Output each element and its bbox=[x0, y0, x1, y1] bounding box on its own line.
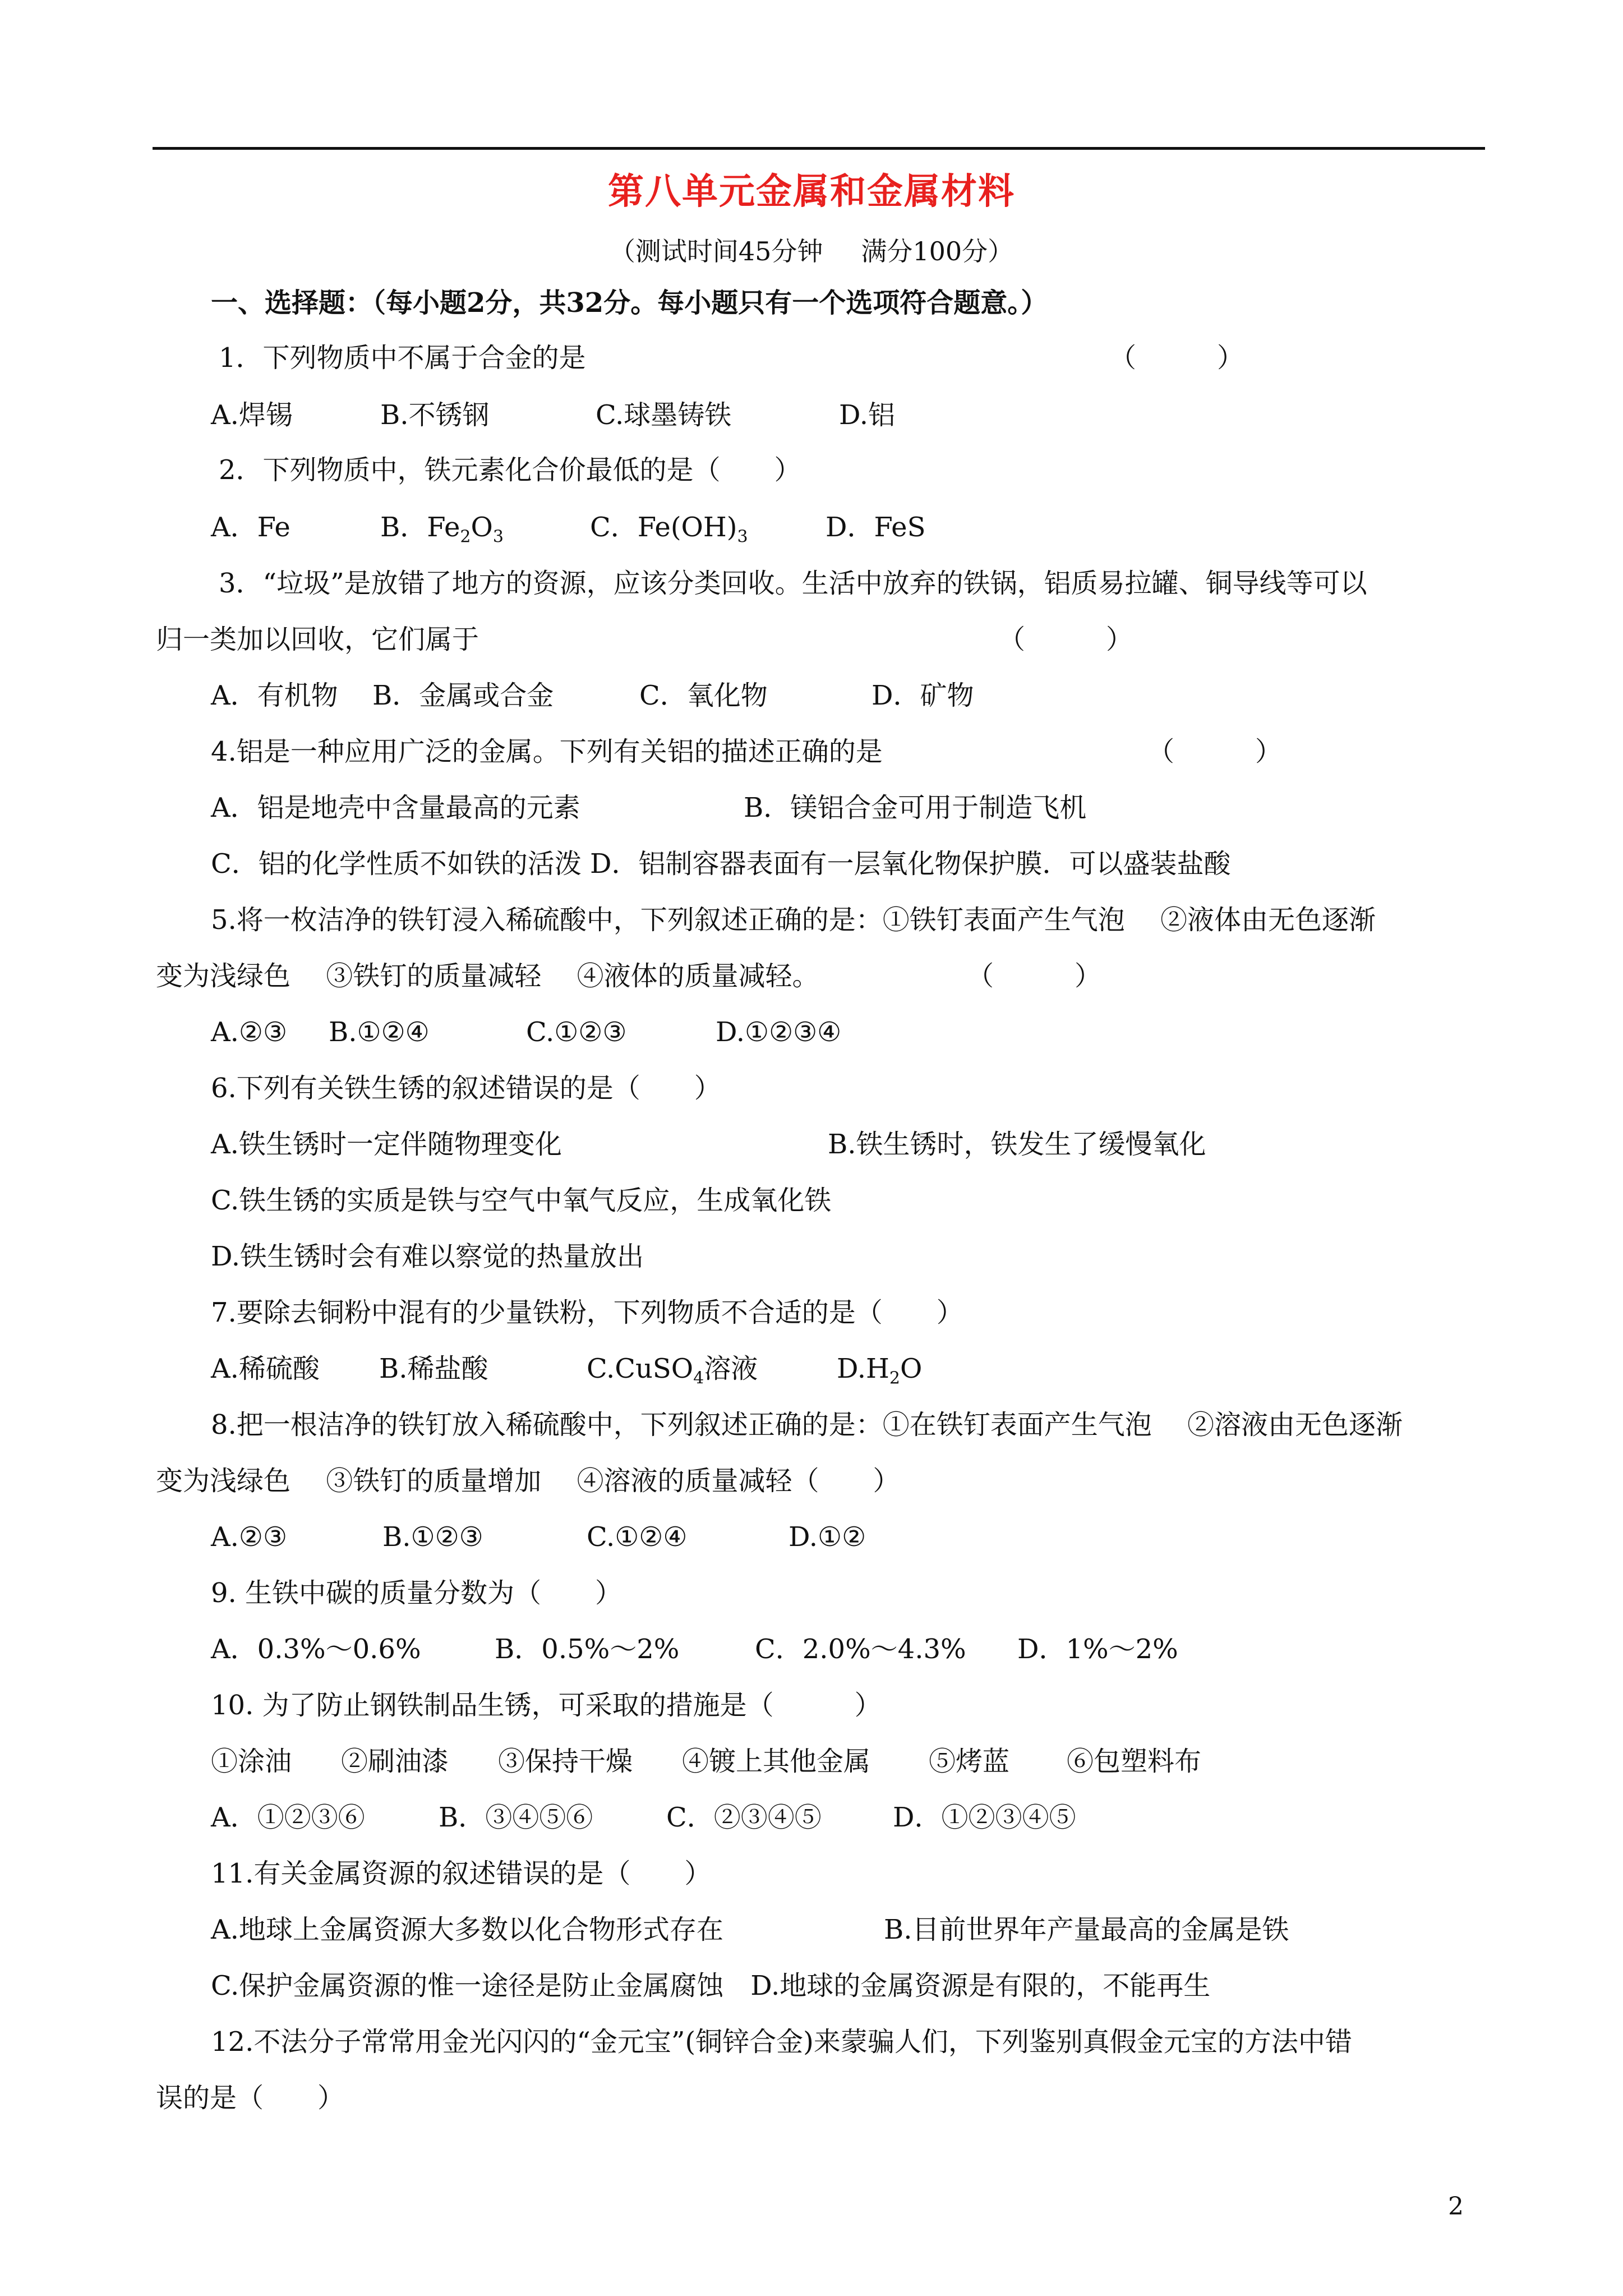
question-11-option-b: B.目前世界年产量最高的金属是铁 bbox=[884, 1914, 1289, 1945]
question-4-option-b: B．镁铝合金可用于制造飞机 bbox=[744, 792, 1087, 823]
measure: ④镀上其他金属 bbox=[682, 1746, 871, 1777]
page-number: 2 bbox=[1448, 2192, 1464, 2221]
option: B.不锈钢 bbox=[380, 399, 490, 431]
question-10-measures bbox=[211, 1743, 1501, 1779]
option: D．FeS bbox=[826, 512, 926, 543]
question-12-line2: 误的是（ ） bbox=[156, 2082, 345, 2114]
option: D.铝 bbox=[839, 399, 896, 431]
question-7-options bbox=[211, 1351, 1501, 1387]
question-4-option-a: A．铝是地壳中含量最高的元素 bbox=[211, 792, 580, 823]
option: B.①②④ bbox=[329, 1016, 430, 1048]
option: A．有机物 bbox=[211, 680, 338, 711]
question-2-stem: 2．下列物质中，铁元素化合价最低的是（ ） bbox=[219, 454, 801, 486]
question-8-options bbox=[211, 1519, 1501, 1555]
question-1-options bbox=[211, 397, 1501, 433]
option: A.②③ bbox=[211, 1016, 287, 1048]
question-12-line1: 12.不法分子常常用金光闪闪的“金元宝”(铜锌合金)来蒙骗人们，下列鉴别真假金元宝的方法中错 bbox=[211, 2026, 1352, 2058]
question-4-options-cd: C．铝的化学性质不如铁的活泼 D．铝制容器表面有一层氧化物保护膜．可以盛装盐酸 bbox=[211, 848, 1231, 880]
option: $D.H_2O$ bbox=[837, 1353, 923, 1388]
question-1-paren: （ ） bbox=[1109, 342, 1244, 374]
question-5-line2: 变为浅绿色 ③铁钉的质量减轻 ④液体的质量减轻。 bbox=[156, 960, 819, 992]
question-5-paren: （ ） bbox=[967, 960, 1102, 992]
measure: ②刷油漆 bbox=[341, 1746, 449, 1777]
option: C.①②④ bbox=[587, 1521, 688, 1553]
question-9-stem: 9. 生铁中碳的质量分数为（ ） bbox=[211, 1577, 623, 1609]
option: B.①②③ bbox=[382, 1521, 483, 1553]
option: D．矿物 bbox=[872, 680, 974, 711]
test-time: （测试时间45分钟 bbox=[609, 236, 823, 266]
question-6-option-d: D.铁生锈时会有难以察觉的热量放出 bbox=[211, 1241, 644, 1272]
option: C．$Fe(OH)_3$ bbox=[590, 512, 748, 547]
question-9-options bbox=[211, 1631, 1501, 1667]
question-6-option-c: C.铁生锈的实质是铁与空气中氧气反应，生成氧化铁 bbox=[211, 1185, 832, 1216]
option: C．②③④⑤ bbox=[666, 1802, 822, 1833]
question-4-paren: （ ） bbox=[1147, 736, 1283, 767]
full-score: 满分100分） bbox=[861, 236, 1014, 266]
option: D.①② bbox=[789, 1521, 866, 1553]
question-6-option-b: B.铁生锈时，铁发生了缓慢氧化 bbox=[828, 1129, 1206, 1160]
question-6-stem: 6.下列有关铁生锈的叙述错误的是（ ） bbox=[211, 1073, 721, 1104]
option: A.稀硫酸 bbox=[211, 1353, 320, 1384]
option: D．①②③④⑤ bbox=[893, 1802, 1076, 1833]
question-8-line1: 8.把一根洁净的铁钉放入稀硫酸中，下列叙述正确的是：①在铁钉表面产生气泡 ②溶液由无色逐渐 bbox=[211, 1409, 1403, 1441]
question-11-options-cd: C.保护金属资源的惟一途径是防止金属腐蚀 D.地球的金属资源是有限的，不能再生 bbox=[211, 1970, 1211, 2001]
option: A．①②③⑥ bbox=[211, 1802, 365, 1833]
question-6-option-a: A.铁生锈时一定伴随物理变化 bbox=[211, 1129, 562, 1160]
question-2-options bbox=[211, 509, 1501, 545]
option: B．金属或合金 bbox=[372, 680, 554, 711]
option: A．Fe bbox=[211, 512, 291, 543]
option: B．0.5%～2% bbox=[495, 1634, 680, 1665]
question-4-stem: 4.铝是一种应用广泛的金属。下列有关铝的描述正确的是 bbox=[211, 736, 883, 767]
measure: ③保持干燥 bbox=[498, 1746, 633, 1777]
option: A.②③ bbox=[211, 1521, 287, 1553]
option: D.①②③④ bbox=[716, 1016, 842, 1048]
option: C．氧化物 bbox=[639, 680, 768, 711]
question-3-line1: 3．“垃圾”是放错了地方的资源，应该分类回收。生活中放弃的铁锅，铝质易拉罐、铜导线等可以 bbox=[219, 568, 1367, 599]
question-11-option-a: A.地球上金属资源大多数以化合物形式存在 bbox=[211, 1914, 723, 1945]
question-1-stem: 1．下列物质中不属于合金的是 bbox=[219, 342, 586, 374]
document-subtitle bbox=[0, 231, 1623, 268]
option: B．$Fe_2O_3$ bbox=[380, 512, 504, 547]
option: B．③④⑤⑥ bbox=[439, 1802, 593, 1833]
question-3-paren: （ ） bbox=[998, 624, 1133, 655]
option: C.球墨铸铁 bbox=[596, 399, 732, 431]
question-5-options bbox=[211, 1014, 1501, 1050]
option: C.①②③ bbox=[526, 1016, 627, 1048]
question-10-stem: 10. 为了防止钢铁制品生锈，可采取的措施是（ ） bbox=[211, 1690, 882, 1721]
measure: ⑤烤蓝 bbox=[929, 1746, 1010, 1777]
question-8-line2: 变为浅绿色 ③铁钉的质量增加 ④溶液的质量减轻（ ） bbox=[156, 1465, 900, 1497]
question-3-line2: 归一类加以回收，它们属于 bbox=[156, 624, 479, 655]
question-3-options bbox=[211, 678, 1501, 714]
option: D．1%～2% bbox=[1017, 1634, 1178, 1665]
question-11-stem: 11.有关金属资源的叙述错误的是（ ） bbox=[211, 1858, 712, 1889]
measure: ⑥包塑料布 bbox=[1067, 1746, 1202, 1777]
option: C．2.0%～4.3% bbox=[755, 1634, 966, 1665]
question-10-options bbox=[211, 1800, 1501, 1835]
option: A.焊锡 bbox=[211, 399, 293, 431]
option: C.CuSO$_4$溶液 bbox=[587, 1353, 758, 1388]
option: B.稀盐酸 bbox=[379, 1353, 488, 1384]
document-title: 第八单元金属和金属材料 bbox=[608, 171, 1015, 213]
option: A．0.3%～0.6% bbox=[211, 1634, 421, 1665]
measure: ①涂油 bbox=[211, 1746, 292, 1777]
section-heading: 一、选择题：（每小题2分，共32分。每小题只有一个选项符合题意。） bbox=[211, 287, 1048, 319]
header-rule bbox=[153, 147, 1485, 150]
question-5-line1: 5.将一枚洁净的铁钉浸入稀硫酸中，下列叙述正确的是：①铁钉表面产生气泡 ②液体由无色逐渐 bbox=[211, 904, 1376, 936]
question-7-stem: 7.要除去铜粉中混有的少量铁粉，下列物质不合适的是（ ） bbox=[211, 1297, 963, 1328]
